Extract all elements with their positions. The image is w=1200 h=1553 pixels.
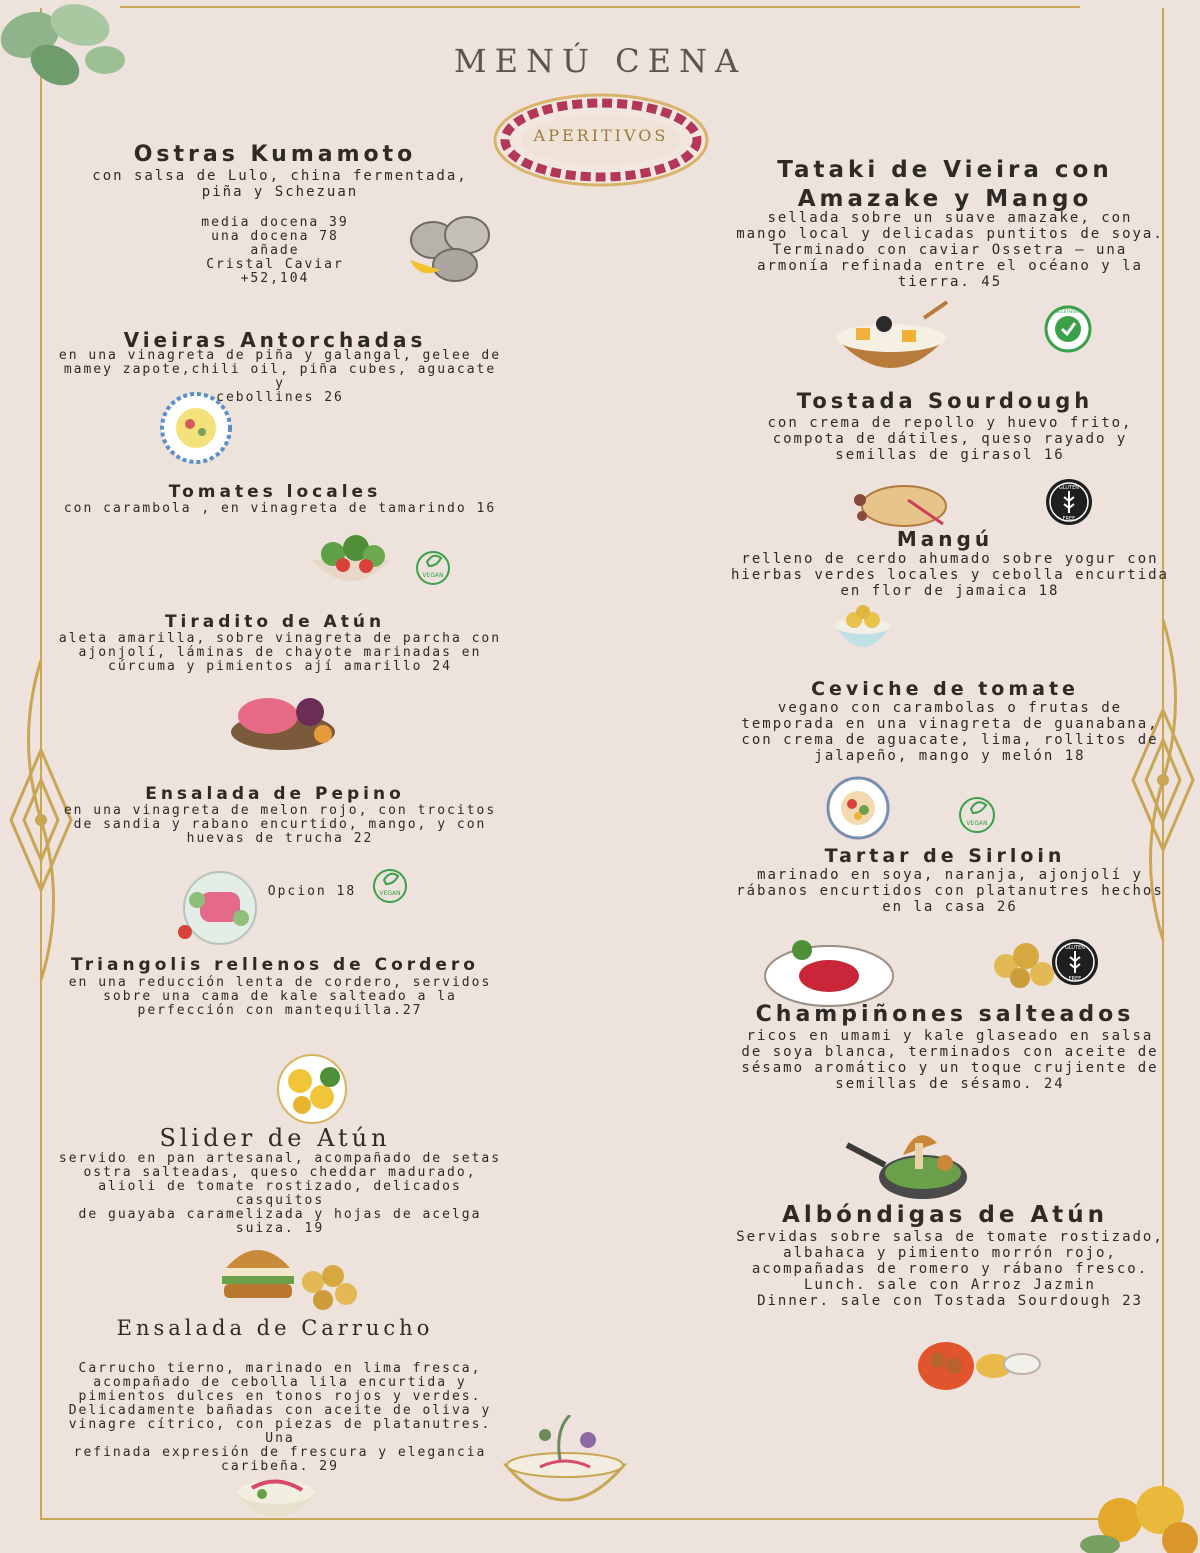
gluten-free-label-top: GLUTEN [1064, 945, 1086, 951]
menu-title: MENÚ CENA [453, 42, 747, 80]
tomato-salad-image [308, 532, 394, 594]
dish-title: Tiradito de Atún [164, 612, 386, 632]
dish-title: Slider de Atún [159, 1124, 391, 1152]
gluten-free-icon [1044, 477, 1094, 527]
dish-description: en una reducción lenta de cordero, servidos sobre una cama de kale salteado a la perfección con mantequilla.27 [68, 975, 492, 1018]
vegetarian-icon [1044, 305, 1092, 353]
vegan-icon-label: VEGAN [966, 820, 988, 827]
dish-description: marinado en soya, naranja, ajonjolí y rábanos encurtidos con platanutres hechos en la casa 26 [736, 867, 1164, 915]
amazake-bowl-image [832, 298, 950, 386]
conch-salad-image [232, 1470, 320, 1534]
mushroom-skillet-image [845, 1115, 969, 1205]
meatballs-image [914, 1336, 1044, 1392]
center-bowl-decoration [500, 1415, 630, 1525]
dish-title: Tostada Sourdough [796, 389, 1094, 413]
cucumber-salad-image [175, 870, 265, 946]
dish-description: con carambola , en vinagreta de tamarindo 16 [63, 501, 497, 516]
option-price: Opcion 18 [267, 884, 357, 899]
dish-description: Carrucho tierno, marinado en lima fresca, acompañado de cebolla lila encurtida y pimientos dulces en tonos rojos y verdes. Delicadamente bañadas con aceite de oliva y vinagre cítrico, con piezas de platanutres. Una refinada expresión de frescura y elegancia caribeña. 29 [68, 1361, 492, 1474]
dish-description: en una vinagreta de melon rojo, con trocitos de sandia y rabano encurtido, mango, y con huevas de trucha 22 [63, 803, 497, 846]
sourdough-toast-image [848, 480, 948, 530]
ceviche-plate-image [826, 776, 890, 840]
plate-image [160, 392, 232, 464]
dish-description: Servidas sobre salsa de tomate rostizado, albahaca y pimiento morrón rojo, acompañadas de romero y rábano fresco. Lunch. sale con Arroz Jazmin Dinner. sale con Tostada Sourdough 23 [736, 1229, 1164, 1309]
vegetarian-icon-label: VEGETARIAN [1055, 309, 1081, 314]
dish-title: Triangolis rellenos de Cordero [71, 955, 479, 975]
dish-description: con crema de repollo y huevo frito, compota de dátiles, queso rayado y semillas de girasol 16 [767, 415, 1133, 463]
vegan-icon-label: VEGAN [422, 572, 444, 579]
dish-description: aleta amarilla, sobre vinagreta de parcha con ajonjolí, láminas de chayote marinadas en cúrcuma y pimientos ají amarillo 24 [58, 631, 502, 674]
gluten-free-label-bottom: FREE [1062, 516, 1076, 522]
dish-description: sellada sobre un suave amazake, con mango local y delicadas puntitos de soya. Terminado con caviar Ossetra — una armonía refinada entre el océano y la tierra. 45 [736, 210, 1164, 290]
triangolis-image [272, 1053, 352, 1125]
dish-title: Tataki de Vieira con Amazake y Mango [777, 157, 1113, 212]
dish-description: ricos en umami y kale glaseado en salsa de soya blanca, terminados con aceite de sésamo aromático y un toque crujiente de semillas de sésamo. 24 [741, 1028, 1159, 1092]
yellow-flowers-icon [1080, 1470, 1200, 1553]
top-border-line [120, 6, 1080, 8]
dish-title: Ensalada de Carrucho [116, 1316, 434, 1340]
tuna-tiradito-image [228, 684, 343, 756]
dish-prices: media docena 39 una docena 78 añade Cristal Caviar +52,104 [201, 215, 349, 286]
dish-title: Ensalada de Pepino [145, 784, 405, 804]
gluten-free-label-bottom: FREE [1068, 976, 1082, 982]
dish-title: Tomates locales [168, 482, 382, 502]
dish-title: Mangú [896, 527, 994, 551]
dish-title: Champiñones salteados [755, 1002, 1135, 1027]
vegan-icon [958, 796, 996, 834]
burger-image [218, 1238, 298, 1304]
vegan-icon-label: VEGAN [379, 890, 401, 897]
vegan-icon [415, 550, 451, 586]
dish-description: servido en pan artesanal, acompañado de setas ostra salteadas, queso cheddar madurado, alioli de tomate rostizado, delicados casquitos de guayaba caramelizada y hojas de acelga suiza. 19 [58, 1151, 502, 1236]
dish-title: Ceviche de tomate [811, 678, 1079, 700]
plantain-chips-image [298, 1262, 360, 1314]
sirloin-tartar-image [762, 936, 896, 1010]
section-badge-label: APERITIVOS [533, 126, 669, 145]
gluten-free-label-top: GLUTEN [1058, 485, 1080, 491]
dish-title: Albóndigas de Atún [782, 1202, 1108, 1228]
gluten-free-icon [1050, 937, 1100, 987]
dish-description: vegano con carambolas o frutas de temporada en una vinagreta de guanabana, con crema de aguacate, lima, rollitos de jalapeño, mango y melón 18 [741, 700, 1159, 764]
oysters-image [405, 205, 495, 285]
dish-title: Vieiras Antorchadas [123, 328, 427, 352]
dish-description: en una vinagreta de piña y galangal, gelee de mamey zapote,chili oil, piña cubes, aguacate y cebollines 26 [58, 348, 502, 405]
dish-description: con salsa de Lulo, china fermentada, piña y Schezuan [92, 168, 468, 200]
dish-title: Tartar de Sirloin [824, 845, 1066, 867]
dish-description: relleno de cerdo ahumado sobre yogur con hierbas verdes locales y cebolla encurtida en flor de jamaica 18 [730, 551, 1169, 599]
mangu-bowl-image [832, 602, 894, 660]
plantain-chips-image [990, 934, 1058, 992]
dish-title: Ostras Kumamoto [133, 142, 417, 167]
vegan-icon [372, 868, 408, 904]
